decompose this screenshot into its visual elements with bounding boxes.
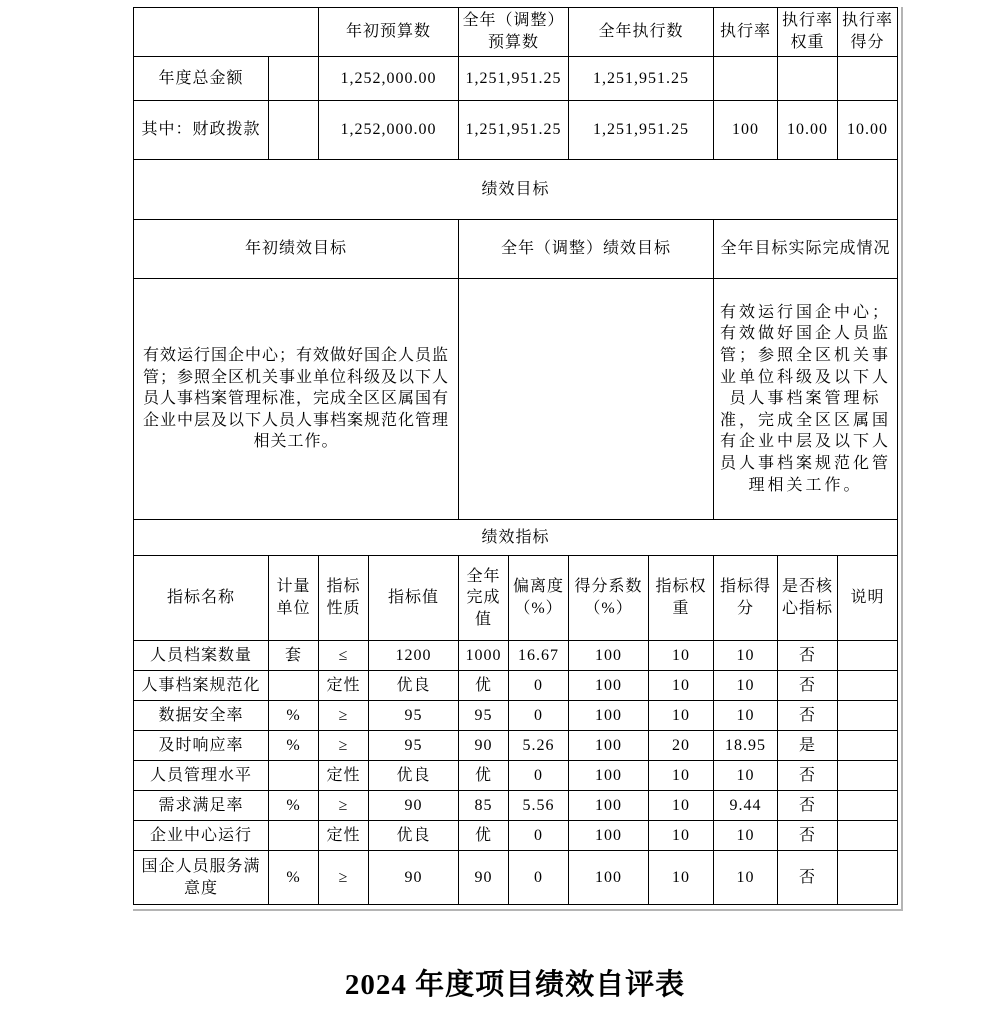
budget-initial-value: 1,252,000.00: [319, 57, 459, 101]
indicator-cell: 优: [459, 671, 509, 701]
indicator-cell: 0: [509, 821, 569, 851]
indicator-cell: 10: [714, 851, 778, 905]
budget-rate-value: 100: [714, 101, 778, 160]
indicator-cell: 需求满足率: [134, 791, 269, 821]
budget-initial-value: 1,252,000.00: [319, 101, 459, 160]
goals-header-initial: 年初绩效目标: [134, 220, 459, 279]
goals-initial-text: 有效运行国企中心；有效做好国企人员监管；参照全区机关事业单位科级及以下人员人事档案管理标准，完成全区区属国有企业中层及以下人员人事档案规范化管理相关工作。: [134, 279, 459, 520]
indicator-cell: 10: [649, 821, 714, 851]
indicator-cell: 企业中心运行: [134, 821, 269, 851]
indicator-cell: 100: [569, 671, 649, 701]
budget-header-executed: 全年执行数: [569, 8, 714, 57]
indicator-cell: 5.56: [509, 791, 569, 821]
budget-header-row: [134, 8, 898, 57]
budget-rate-score-value: [838, 57, 898, 101]
indicator-cell: 套: [269, 641, 319, 671]
indicator-cell: ≥: [319, 701, 369, 731]
indicator-cell: 100: [569, 851, 649, 905]
indicator-cell: 1200: [369, 641, 459, 671]
goals-adjusted-text: [459, 279, 714, 520]
goals-header-actual: 全年目标实际完成情况: [714, 220, 898, 279]
indicator-cell: 10: [649, 641, 714, 671]
indicator-cell: 10: [649, 851, 714, 905]
indicator-cell: 优良: [369, 821, 459, 851]
indicators-banner-row: [134, 520, 898, 556]
budget-row-sub: [269, 101, 319, 160]
indicator-cell: 优良: [369, 761, 459, 791]
indicators-header-row: [134, 556, 898, 641]
indicator-cell: 90: [369, 851, 459, 905]
budget-adjusted-value: 1,251,951.25: [459, 57, 569, 101]
ind-header-nature: 指标性质: [319, 556, 369, 641]
indicator-cell: [838, 731, 898, 761]
indicator-cell: ≥: [319, 731, 369, 761]
budget-corner-cell: [134, 8, 319, 57]
indicator-cell: 10: [649, 671, 714, 701]
budget-adjusted-value: 1,251,951.25: [459, 101, 569, 160]
indicator-cell: 否: [778, 701, 838, 731]
indicator-cell: 9.44: [714, 791, 778, 821]
indicator-cell: [838, 671, 898, 701]
indicator-cell: [269, 671, 319, 701]
indicator-cell: 否: [778, 791, 838, 821]
indicator-cell: 及时响应率: [134, 731, 269, 761]
budget-rate-weight-value: 10.00: [778, 101, 838, 160]
indicator-cell: 定性: [319, 671, 369, 701]
indicator-cell: 10: [714, 821, 778, 851]
indicator-cell: 定性: [319, 761, 369, 791]
indicator-cell: %: [269, 701, 319, 731]
indicator-cell: 0: [509, 671, 569, 701]
indicator-rows: [134, 641, 898, 905]
ind-header-target: 指标值: [369, 556, 459, 641]
indicator-cell: 0: [509, 761, 569, 791]
goals-header-adjusted: 全年（调整）绩效目标: [459, 220, 714, 279]
budget-row-label: 其中：财政拨款: [134, 101, 269, 160]
table-row: [134, 791, 898, 821]
budget-header-rate: 执行率: [714, 8, 778, 57]
indicator-cell: [838, 641, 898, 671]
goals-text-row: [134, 279, 898, 520]
indicator-cell: 人员档案数量: [134, 641, 269, 671]
budget-rate-value: [714, 57, 778, 101]
indicator-cell: 10: [649, 701, 714, 731]
table-row: [134, 671, 898, 701]
indicator-cell: ≤: [319, 641, 369, 671]
indicator-cell: ≥: [319, 791, 369, 821]
indicator-cell: %: [269, 731, 319, 761]
indicator-cell: 是: [778, 731, 838, 761]
budget-row-fiscal: [134, 101, 898, 160]
indicator-cell: 95: [369, 731, 459, 761]
table-row: [134, 701, 898, 731]
indicator-cell: [269, 821, 319, 851]
indicator-cell: 18.95: [714, 731, 778, 761]
budget-rate-score-value: 10.00: [838, 101, 898, 160]
budget-row-total: [134, 57, 898, 101]
indicator-cell: 优良: [369, 671, 459, 701]
indicator-cell: [269, 761, 319, 791]
ind-header-core: 是否核心指标: [778, 556, 838, 641]
goals-banner: 绩效目标: [134, 160, 898, 220]
indicator-cell: 90: [459, 731, 509, 761]
indicator-cell: 95: [369, 701, 459, 731]
indicator-cell: 0: [509, 701, 569, 731]
indicator-cell: 95: [459, 701, 509, 731]
indicator-cell: [838, 701, 898, 731]
indicator-cell: 优: [459, 821, 509, 851]
indicator-cell: 优: [459, 761, 509, 791]
ind-header-name: 指标名称: [134, 556, 269, 641]
indicator-cell: %: [269, 791, 319, 821]
indicator-cell: 数据安全率: [134, 701, 269, 731]
indicator-cell: 5.26: [509, 731, 569, 761]
indicator-cell: 10: [714, 671, 778, 701]
budget-executed-value: 1,251,951.25: [569, 57, 714, 101]
budget-row-sub: [269, 57, 319, 101]
indicator-cell: %: [269, 851, 319, 905]
table-row: [134, 821, 898, 851]
indicator-cell: 100: [569, 731, 649, 761]
indicator-cell: 否: [778, 821, 838, 851]
ind-header-unit: 计量单位: [269, 556, 319, 641]
indicator-cell: 人事档案规范化: [134, 671, 269, 701]
indicator-cell: 100: [569, 761, 649, 791]
table-row: [134, 851, 898, 905]
budget-row-label: 年度总金额: [134, 57, 269, 101]
indicator-cell: [838, 761, 898, 791]
indicator-cell: 10: [714, 761, 778, 791]
indicator-cell: 90: [369, 791, 459, 821]
indicator-cell: 10: [714, 701, 778, 731]
ind-header-completed: 全年完成值: [459, 556, 509, 641]
performance-table: [133, 7, 898, 905]
indicator-cell: 定性: [319, 821, 369, 851]
budget-header-rate-score: 执行率得分: [838, 8, 898, 57]
indicators-banner: 绩效指标: [134, 520, 898, 556]
indicator-cell: 否: [778, 761, 838, 791]
indicator-cell: 16.67: [509, 641, 569, 671]
ind-header-deviation: 偏离度（%）: [509, 556, 569, 641]
table-row: [134, 761, 898, 791]
indicator-cell: 100: [569, 791, 649, 821]
table-row: [134, 641, 898, 671]
ind-header-score: 指标得分: [714, 556, 778, 641]
indicator-cell: [838, 851, 898, 905]
indicator-cell: 否: [778, 671, 838, 701]
indicator-cell: 90: [459, 851, 509, 905]
goals-banner-row: [134, 160, 898, 220]
indicator-cell: 1000: [459, 641, 509, 671]
ind-header-weight: 指标权重: [649, 556, 714, 641]
goals-actual-text: 有效运行国企中心；有效做好国企人员监管；参照全区机关事业单位科级及以下人员人事档案管理标准，完成全区区属国有企业中层及以下人员人事档案规范化管理相关工作。: [714, 279, 898, 520]
budget-header-rate-weight: 执行率权重: [778, 8, 838, 57]
indicator-cell: 10: [714, 641, 778, 671]
budget-header-initial: 年初预算数: [319, 8, 459, 57]
indicator-cell: 100: [569, 821, 649, 851]
indicator-cell: 否: [778, 641, 838, 671]
budget-rate-weight-value: [778, 57, 838, 101]
indicator-cell: 0: [509, 851, 569, 905]
indicator-cell: 10: [649, 761, 714, 791]
indicator-cell: 否: [778, 851, 838, 905]
indicator-cell: [838, 791, 898, 821]
self-evaluation-table: [133, 7, 903, 911]
budget-executed-value: 1,251,951.25: [569, 101, 714, 160]
goals-header-row: [134, 220, 898, 279]
indicator-cell: [838, 821, 898, 851]
indicator-cell: 100: [569, 701, 649, 731]
page-title: 2024 年度项目绩效自评表: [344, 969, 686, 1001]
indicator-cell: 100: [569, 641, 649, 671]
indicator-cell: 人员管理水平: [134, 761, 269, 791]
indicator-cell: 国企人员服务满意度: [134, 851, 269, 905]
indicator-cell: 10: [649, 791, 714, 821]
budget-header-adjusted: 全年（调整）预算数: [459, 8, 569, 57]
indicator-cell: 20: [649, 731, 714, 761]
table-row: [134, 731, 898, 761]
indicator-cell: ≥: [319, 851, 369, 905]
ind-header-note: 说明: [838, 556, 898, 641]
indicator-cell: 85: [459, 791, 509, 821]
ind-header-score-coef: 得分系数（%）: [569, 556, 649, 641]
